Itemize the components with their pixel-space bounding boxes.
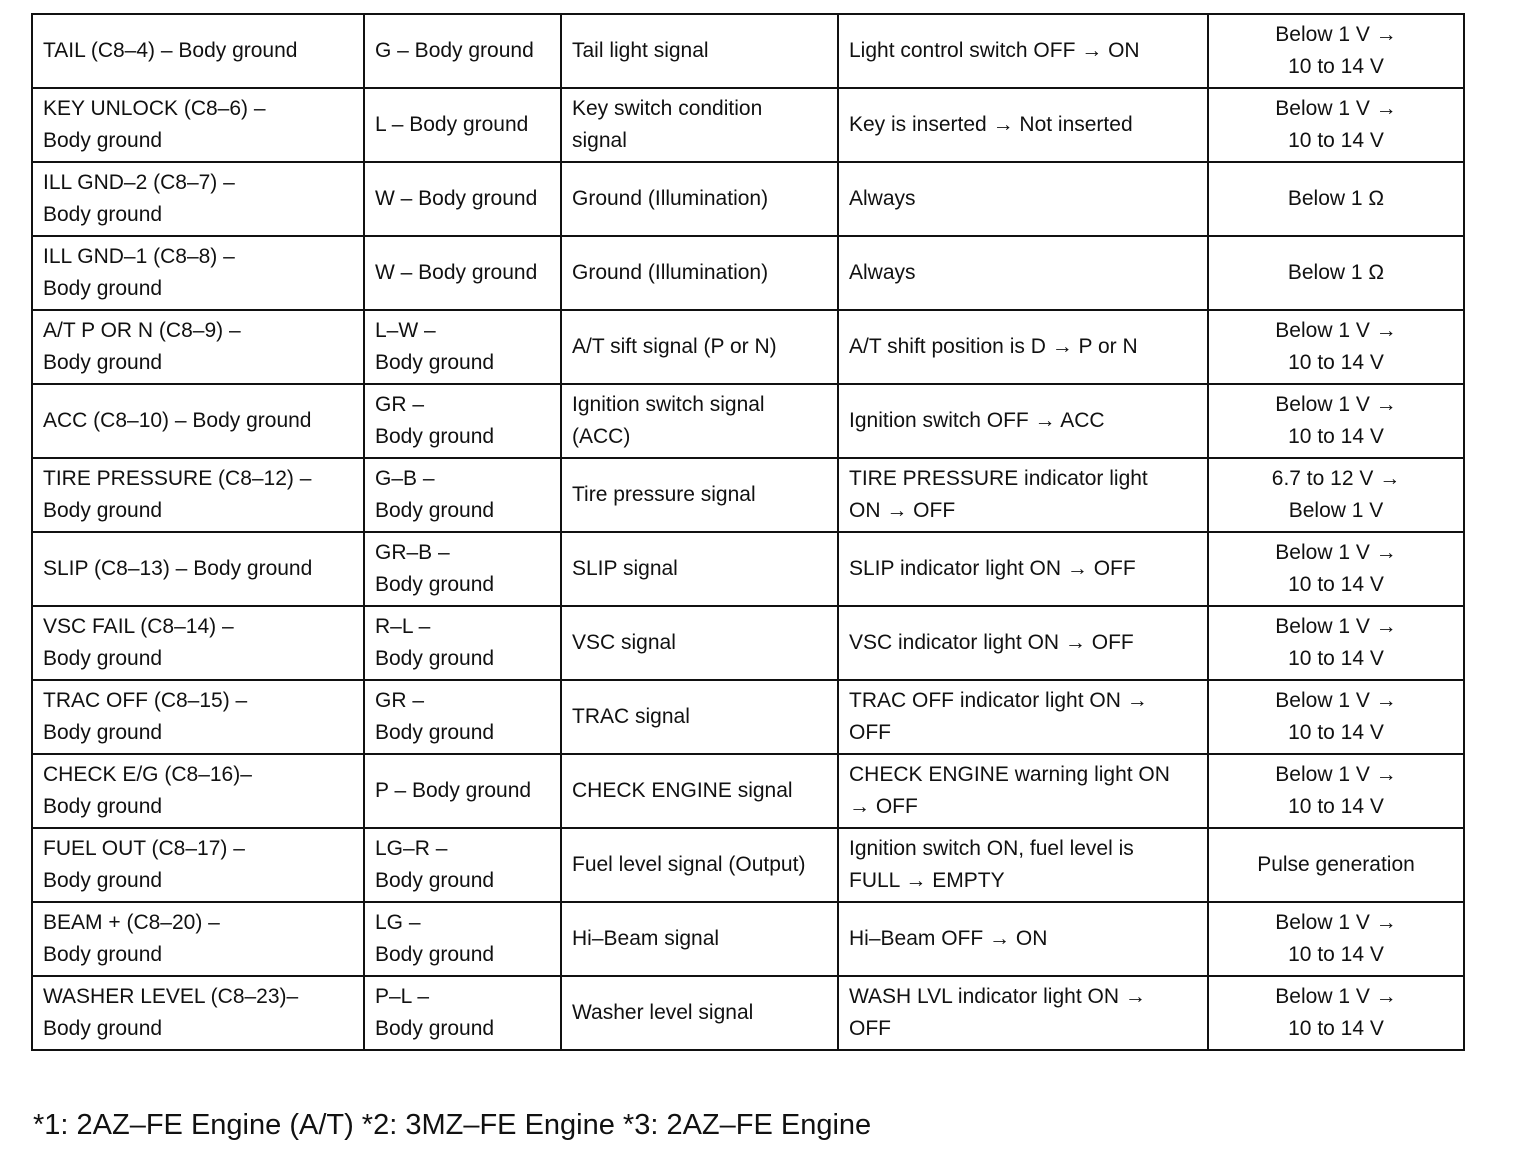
wiring-color-cell: R–L – Body ground [364,606,561,680]
wiring-color-cell: LG – Body ground [364,902,561,976]
condition-cell: Always [838,236,1208,310]
terminal-cell: TRAC OFF (C8–15) – Body ground [32,680,364,754]
condition-cell: Always [838,162,1208,236]
specified-value-cell: 6.7 to 12 V → Below 1 V [1208,458,1464,532]
table-row [32,606,1464,680]
condition-cell: Ignition switch OFF → ACC [838,384,1208,458]
specified-value-cell: Below 1 V → 10 to 14 V [1208,88,1464,162]
table-row [32,902,1464,976]
terminal-cell: KEY UNLOCK (C8–6) – Body ground [32,88,364,162]
table-row [32,680,1464,754]
specified-value-cell: Below 1 V → 10 to 14 V [1208,14,1464,88]
description-cell: Ground (Illumination) [561,162,838,236]
table-row [32,976,1464,1050]
wiring-color-cell: GR – Body ground [364,384,561,458]
description-cell: Fuel level signal (Output) [561,828,838,902]
table-row [32,828,1464,902]
specified-value-cell: Below 1 V → 10 to 14 V [1208,754,1464,828]
condition-cell: TRAC OFF indicator light ON → OFF [838,680,1208,754]
wiring-color-cell: W – Body ground [364,236,561,310]
terminal-table-container [31,13,1465,1051]
specified-value-cell: Below 1 V → 10 to 14 V [1208,902,1464,976]
description-cell: TRAC signal [561,680,838,754]
specified-value-cell: Below 1 V → 10 to 14 V [1208,976,1464,1050]
specified-value-cell: Below 1 Ω [1208,162,1464,236]
terminal-cell: FUEL OUT (C8–17) – Body ground [32,828,364,902]
terminal-cell: TAIL (C8–4) – Body ground [32,14,364,88]
terminal-cell: SLIP (C8–13) – Body ground [32,532,364,606]
terminal-cell: A/T P OR N (C8–9) – Body ground [32,310,364,384]
terminal-cell: BEAM + (C8–20) – Body ground [32,902,364,976]
specified-value-cell: Below 1 V → 10 to 14 V [1208,680,1464,754]
condition-cell: VSC indicator light ON → OFF [838,606,1208,680]
table-row [32,458,1464,532]
table-row [32,162,1464,236]
description-cell: Washer level signal [561,976,838,1050]
wiring-color-cell: GR–B – Body ground [364,532,561,606]
description-cell: Tail light signal [561,14,838,88]
description-cell: Ground (Illumination) [561,236,838,310]
condition-cell: Ignition switch ON, fuel level is FULL → EMPTY [838,828,1208,902]
condition-cell: TIRE PRESSURE indicator light ON → OFF [838,458,1208,532]
wiring-color-cell: GR – Body ground [364,680,561,754]
wiring-color-cell: LG–R – Body ground [364,828,561,902]
wiring-color-cell: G–B – Body ground [364,458,561,532]
table-row [32,532,1464,606]
table-body [32,14,1464,1050]
specified-value-cell: Below 1 V → 10 to 14 V [1208,532,1464,606]
specified-value-cell: Pulse generation [1208,828,1464,902]
description-cell: Key switch condition signal [561,88,838,162]
condition-cell: CHECK ENGINE warning light ON → OFF [838,754,1208,828]
terminal-cell: ILL GND–2 (C8–7) – Body ground [32,162,364,236]
terminal-cell: CHECK E/G (C8–16)– Body ground [32,754,364,828]
wiring-color-cell: L–W – Body ground [364,310,561,384]
wiring-color-cell: W – Body ground [364,162,561,236]
specified-value-cell: Below 1 Ω [1208,236,1464,310]
wiring-color-cell: P – Body ground [364,754,561,828]
description-cell: Ignition switch signal (ACC) [561,384,838,458]
terminal-cell: TIRE PRESSURE (C8–12) – Body ground [32,458,364,532]
wiring-color-cell: L – Body ground [364,88,561,162]
footnote: *1: 2AZ–FE Engine (A/T) *2: 3MZ–FE Engine *3: 2AZ–FE Engine [33,1109,872,1141]
terminal-cell: WASHER LEVEL (C8–23)– Body ground [32,976,364,1050]
description-cell: VSC signal [561,606,838,680]
table-row [32,754,1464,828]
wiring-color-cell: P–L – Body ground [364,976,561,1050]
description-cell: CHECK ENGINE signal [561,754,838,828]
specified-value-cell: Below 1 V → 10 to 14 V [1208,606,1464,680]
table-row [32,384,1464,458]
condition-cell: A/T shift position is D → P or N [838,310,1208,384]
condition-cell: Key is inserted → Not inserted [838,88,1208,162]
terminal-cell: VSC FAIL (C8–14) – Body ground [32,606,364,680]
condition-cell: Hi–Beam OFF → ON [838,902,1208,976]
description-cell: SLIP signal [561,532,838,606]
description-cell: Hi–Beam signal [561,902,838,976]
description-cell: A/T sift signal (P or N) [561,310,838,384]
condition-cell: SLIP indicator light ON → OFF [838,532,1208,606]
terminal-cell: ACC (C8–10) – Body ground [32,384,364,458]
description-cell: Tire pressure signal [561,458,838,532]
condition-cell: Light control switch OFF → ON [838,14,1208,88]
condition-cell: WASH LVL indicator light ON → OFF [838,976,1208,1050]
table-row [32,236,1464,310]
wiring-color-cell: G – Body ground [364,14,561,88]
terminal-cell: ILL GND–1 (C8–8) – Body ground [32,236,364,310]
table-row [32,310,1464,384]
specified-value-cell: Below 1 V → 10 to 14 V [1208,384,1464,458]
specified-value-cell: Below 1 V → 10 to 14 V [1208,310,1464,384]
terminal-spec-table [31,13,1465,1051]
table-row [32,88,1464,162]
table-row [32,14,1464,88]
